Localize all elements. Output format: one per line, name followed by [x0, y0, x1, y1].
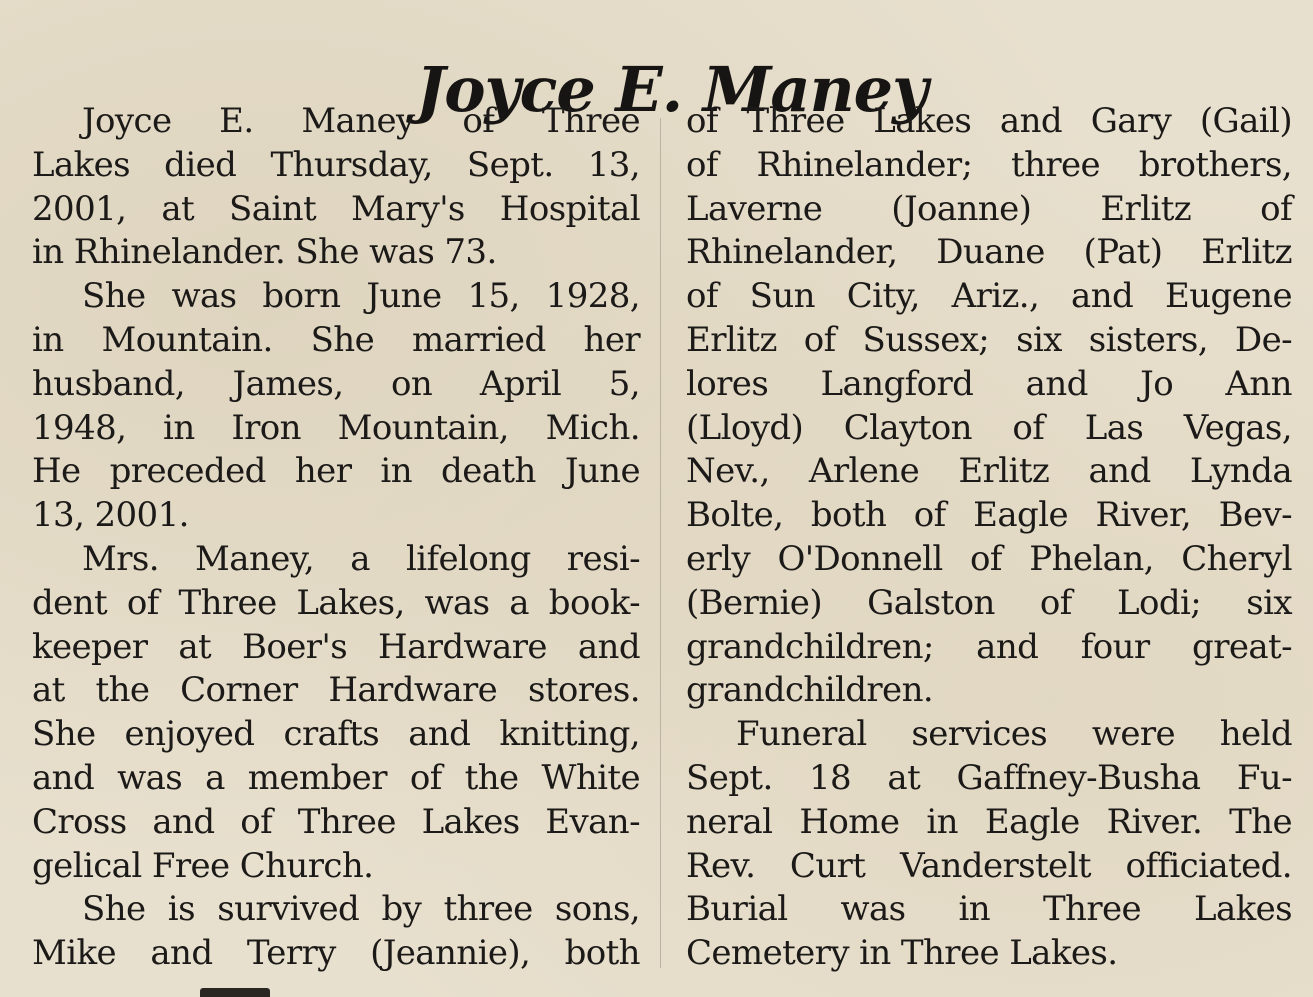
- text-line: Cross and of Three Lakes Evan-: [32, 801, 640, 842]
- text-line: 2001, at Saint Mary's Hospital: [32, 188, 640, 229]
- text-line: husband, James, on April 5,: [32, 363, 640, 404]
- text-line: at the Corner Hardware stores.: [32, 670, 640, 711]
- right-column: [686, 100, 1292, 976]
- text-line: Sept. 18 at Gaffney-Busha Fu-: [686, 757, 1292, 798]
- text-line: of Three Lakes and Gary (Gail): [686, 101, 1292, 141]
- text-line: in Mountain. She married her: [32, 319, 640, 360]
- text-line: grandchildren; and four great-: [686, 626, 1292, 667]
- text-line: He preceded her in death June: [32, 451, 640, 492]
- paper-scrap-mark: [200, 988, 270, 997]
- text-line: She was born June 15, 1928,: [82, 276, 640, 317]
- text-line: Rev. Curt Vanderstelt officiated.: [686, 845, 1292, 886]
- text-line: Lakes died Thursday, Sept. 13,: [32, 144, 640, 185]
- text-line: Funeral services were held: [736, 714, 1292, 755]
- text-line: Cemetery in Three Lakes.: [686, 933, 1118, 974]
- column-gutter: [660, 118, 661, 968]
- text-line: Burial was in Three Lakes: [686, 889, 1292, 930]
- text-line: neral Home in Eagle River. The: [686, 801, 1292, 842]
- text-line: Laverne (Joanne) Erlitz of: [686, 188, 1292, 229]
- text-line: She is survived by three sons,: [82, 889, 640, 930]
- text-line: 13, 2001.: [32, 495, 189, 536]
- text-line: keeper at Boer's Hardware and: [32, 626, 640, 667]
- text-line: (Bernie) Galston of Lodi; six: [686, 582, 1292, 623]
- text-line: Rhinelander, Duane (Pat) Erlitz: [686, 232, 1292, 273]
- text-line: Mrs. Maney, a lifelong resi-: [82, 538, 640, 579]
- text-line: 1948, in Iron Mountain, Mich.: [32, 407, 640, 448]
- text-line: gelical Free Church.: [32, 845, 374, 886]
- text-line: She enjoyed crafts and knitting,: [32, 714, 640, 755]
- text-line: Nev., Arlene Erlitz and Lynda: [686, 451, 1292, 492]
- text-line: (Lloyd) Clayton of Las Vegas,: [686, 407, 1292, 448]
- text-line: lores Langford and Jo Ann: [686, 363, 1292, 404]
- text-line: dent of Three Lakes, was a book-: [32, 582, 640, 623]
- text-line: Bolte, both of Eagle River, Bev-: [686, 495, 1292, 536]
- text-line: of Sun City, Ariz., and Eugene: [686, 276, 1292, 317]
- text-line: erly O'Donnell of Phelan, Cheryl: [686, 538, 1292, 579]
- left-column: [32, 100, 640, 976]
- text-line: Joyce E. Maney of Three: [82, 101, 640, 141]
- text-line: in Rhinelander. She was 73.: [32, 232, 497, 273]
- text-line: Mike and Terry (Jeannie), both: [32, 933, 640, 974]
- text-line: of Rhinelander; three brothers,: [686, 144, 1292, 185]
- text-line: Erlitz of Sussex; six sisters, De-: [686, 319, 1292, 360]
- obituary-headline: Joyce E. Maney: [415, 52, 928, 126]
- text-line: and was a member of the White: [32, 757, 640, 798]
- text-line: grandchildren.: [686, 670, 934, 711]
